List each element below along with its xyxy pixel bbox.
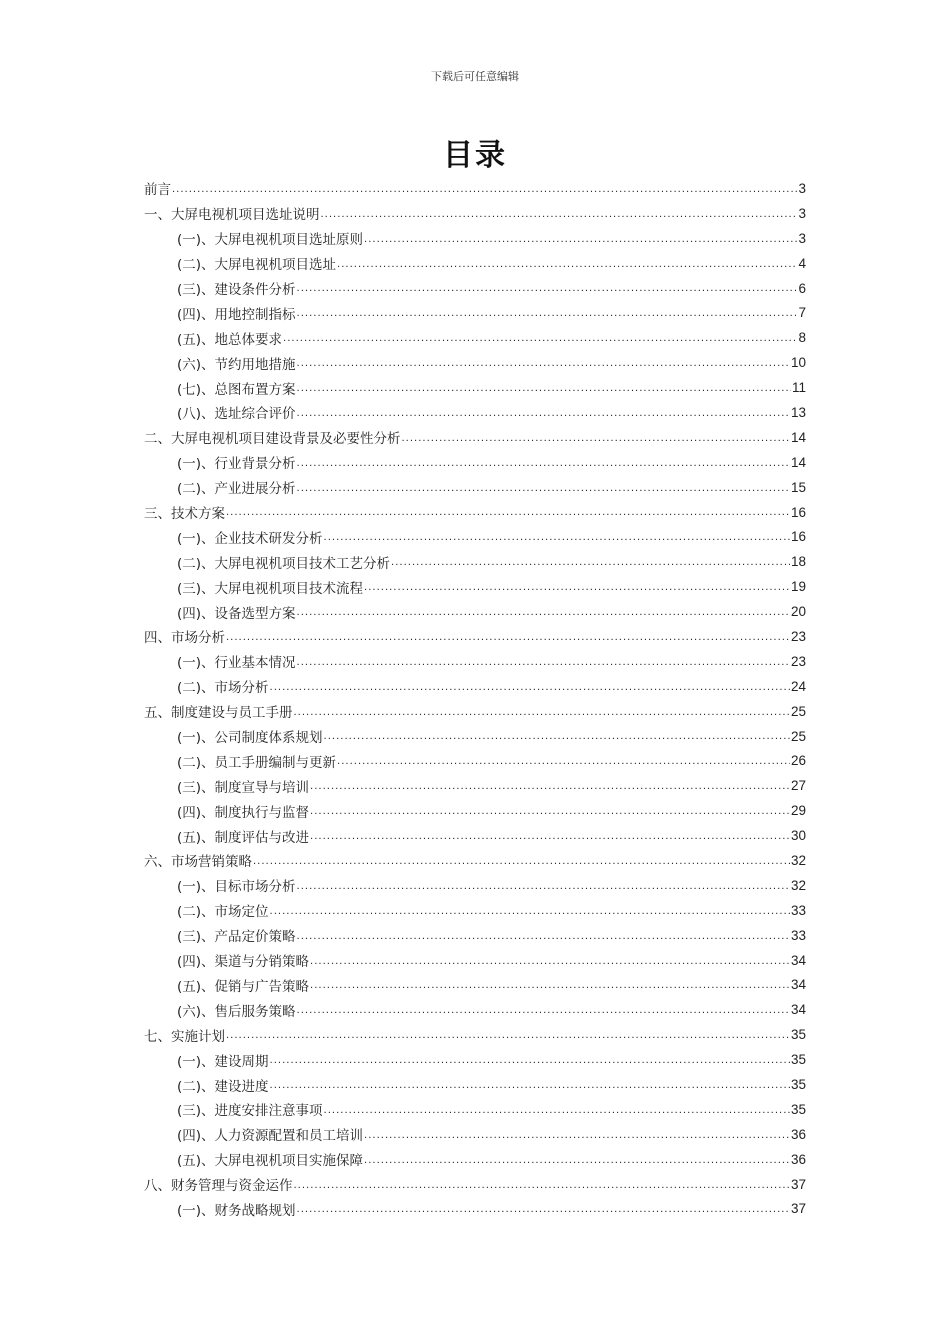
toc-entry-page-number: 37: [790, 1201, 806, 1217]
toc-entry-label: 六、市场营销策略: [144, 854, 252, 871]
toc-entry-label: (二)、市场定位: [177, 904, 269, 921]
toc-entry-page-number: 27: [790, 778, 806, 794]
toc-entry-page-number: 18: [790, 554, 806, 570]
toc-entry-label: (二)、员工手册编制与更新: [177, 754, 337, 771]
toc-entry-label: (四)、用地控制指标: [177, 306, 296, 323]
toc-entry-page-number: 4: [798, 255, 806, 271]
header-note: 下载后可任意编辑: [431, 70, 519, 83]
toc-entry-page-number: 23: [790, 628, 806, 644]
toc-dot-leader: [297, 1003, 790, 1022]
toc-entry-page-number: 35: [790, 1101, 806, 1117]
toc-entry[interactable]: [144, 1097, 806, 1122]
toc-entry[interactable]: [144, 1072, 806, 1097]
toc-entry-page-number: 3: [798, 230, 806, 246]
toc-entry-page-number: 13: [790, 404, 806, 420]
toc-entry-label: (五)、大屏电视机项目实施保障: [177, 1153, 364, 1170]
toc-dot-leader: [297, 605, 790, 624]
toc-entry-label: (二)、产业进展分析: [177, 481, 296, 498]
toc-entry-label: (一)、目标市场分析: [177, 879, 296, 896]
toc-entry-label: 一、大屏电视机项目选址说明: [144, 207, 320, 224]
toc-entry-page-number: 32: [790, 852, 806, 868]
toc-dot-leader: [294, 1178, 790, 1197]
toc-entry-page-number: 25: [790, 728, 806, 744]
toc-entry[interactable]: [144, 798, 806, 823]
toc-dot-leader: [364, 580, 790, 599]
toc-entry[interactable]: [144, 898, 806, 923]
toc-dot-leader: [364, 1153, 790, 1172]
toc-entry[interactable]: [144, 350, 806, 375]
toc-entry-page-number: 20: [790, 604, 806, 620]
toc-dot-leader: [391, 555, 790, 574]
toc-dot-leader: [283, 331, 797, 350]
toc-dot-leader: [297, 456, 790, 475]
toc-entry-page-number: 37: [790, 1176, 806, 1192]
toc-dot-leader: [324, 1103, 790, 1122]
toc-entry-page-number: 32: [790, 877, 806, 893]
toc-dot-leader: [364, 1128, 790, 1147]
toc-entry[interactable]: [144, 300, 806, 325]
toc-entry[interactable]: [144, 201, 806, 226]
toc-entry-label: (一)、企业技术研发分析: [177, 530, 323, 547]
toc-entry-page-number: 34: [790, 1002, 806, 1018]
toc-entry[interactable]: [144, 948, 806, 973]
toc-dot-leader: [337, 754, 790, 773]
toc-entry-page-number: 3: [798, 205, 806, 221]
toc-entry-label: (七)、总图布置方案: [177, 381, 296, 398]
toc-entry-page-number: 15: [790, 479, 806, 495]
toc-entry[interactable]: [144, 251, 806, 276]
toc-entry-page-number: 35: [790, 1077, 806, 1092]
toc-entry-label: (六)、售后服务策略: [177, 1003, 296, 1020]
toc-entry-label: (三)、建设条件分析: [177, 282, 296, 298]
toc-dot-leader: [294, 705, 790, 724]
toc-entry-label: (一)、建设周期: [177, 1053, 269, 1070]
toc-dot-leader: [337, 257, 797, 276]
toc-entry-page-number: 11: [791, 380, 806, 396]
toc-entry[interactable]: [144, 599, 806, 624]
toc-title: 目录: [443, 138, 507, 173]
toc-dot-leader: [297, 406, 790, 425]
toc-entry-label: 前言: [144, 182, 171, 199]
toc-entry-page-number: 14: [790, 429, 806, 445]
toc-entry-label: (五)、制度评估与改进: [177, 829, 310, 846]
toc-entry-label: (四)、渠道与分销策略: [177, 954, 310, 971]
toc-entry[interactable]: [144, 1022, 806, 1047]
toc-entry-page-number: 16: [790, 504, 806, 520]
toc-entry[interactable]: [144, 923, 806, 948]
toc-entry-label: (一)、大屏电视机项目选址原则: [177, 232, 364, 249]
toc-entry[interactable]: [144, 1147, 806, 1172]
toc-entry-page-number: 25: [790, 703, 806, 719]
toc-entry-page-number: 33: [790, 902, 806, 918]
toc-entry[interactable]: [144, 674, 806, 699]
toc-dot-leader: [324, 729, 790, 748]
toc-entry[interactable]: [144, 773, 806, 798]
toc-entry[interactable]: [144, 873, 806, 898]
toc-entry[interactable]: [144, 1172, 806, 1197]
toc-entry-label: (一)、行业背景分析: [177, 456, 296, 473]
toc-entry-page-number: 30: [790, 828, 806, 844]
table-of-contents: [144, 176, 806, 1221]
toc-entry-label: (二)、大屏电视机项目选址: [177, 257, 337, 274]
toc-entry-page-number: 10: [790, 355, 806, 371]
toc-entry[interactable]: [144, 724, 806, 749]
toc-entry[interactable]: [144, 649, 806, 674]
toc-entry[interactable]: [144, 276, 806, 301]
toc-entry-label: (四)、人力资源配置和员工培训: [177, 1128, 364, 1145]
toc-entry-label: (四)、制度执行与监督: [177, 804, 310, 821]
toc-dot-leader: [253, 854, 790, 873]
toc-entry-label: (三)、大屏电视机项目技术流程: [177, 580, 364, 597]
toc-entry[interactable]: [144, 848, 806, 873]
toc-entry[interactable]: [144, 400, 806, 425]
toc-dot-leader: [297, 306, 798, 325]
toc-entry-page-number: 23: [790, 653, 806, 669]
toc-dot-leader: [402, 431, 790, 450]
toc-dot-leader: [270, 1053, 790, 1072]
toc-dot-leader: [270, 1078, 790, 1097]
toc-dot-leader: [297, 929, 790, 948]
toc-dot-leader: [270, 904, 790, 923]
toc-entry-page-number: 24: [790, 678, 806, 694]
toc-dot-leader: [310, 954, 790, 973]
toc-entry-page-number: 36: [790, 1126, 806, 1142]
toc-dot-leader: [364, 232, 797, 251]
toc-dot-leader: [172, 182, 797, 201]
toc-entry-label: (一)、公司制度体系规划: [177, 730, 323, 747]
toc-entry-label: (四)、设备选型方案: [177, 605, 296, 622]
toc-entry-page-number: 35: [790, 1052, 806, 1068]
toc-entry-label: (二)、大屏电视机项目技术工艺分析: [177, 555, 391, 572]
toc-dot-leader: [226, 630, 790, 649]
toc-entry-label: (三)、制度宣导与培训: [177, 779, 310, 796]
toc-entry[interactable]: [144, 325, 806, 350]
toc-entry[interactable]: [144, 450, 806, 475]
toc-dot-leader: [310, 829, 790, 848]
toc-entry-label: (五)、地总体要求: [177, 331, 283, 348]
toc-dot-leader: [270, 680, 790, 699]
toc-entry-page-number: 7: [798, 305, 806, 321]
toc-entry[interactable]: [144, 226, 806, 251]
toc-entry[interactable]: [144, 624, 806, 649]
toc-dot-leader: [297, 356, 790, 375]
toc-entry-label: (二)、市场分析: [177, 680, 269, 697]
toc-dot-leader: [310, 978, 790, 997]
toc-entry-label: 二、大屏电视机项目建设背景及必要性分析: [144, 431, 401, 448]
toc-entry[interactable]: [144, 1197, 806, 1222]
toc-entry-page-number: 29: [790, 803, 806, 819]
toc-entry[interactable]: [144, 997, 806, 1022]
toc-entry[interactable]: [144, 375, 806, 400]
toc-entry[interactable]: [144, 699, 806, 724]
toc-entry-page-number: 8: [798, 330, 806, 346]
toc-entry[interactable]: [144, 176, 806, 201]
toc-entry-page-number: 14: [790, 454, 806, 470]
toc-entry-label: (一)、行业基本情况: [177, 655, 296, 672]
toc-entry[interactable]: [144, 973, 806, 998]
toc-entry[interactable]: [144, 1047, 806, 1072]
toc-entry-page-number: 3: [798, 180, 806, 196]
toc-entry-label: (八)、选址综合评价: [177, 406, 296, 423]
toc-entry-label: (五)、促销与广告策略: [177, 978, 310, 995]
toc-entry-page-number: 6: [798, 280, 806, 296]
toc-entry-label: 八、财务管理与资金运作: [144, 1178, 293, 1195]
toc-entry[interactable]: [144, 549, 806, 574]
toc-entry-label: (二)、建设进度: [177, 1078, 269, 1095]
toc-dot-leader: [310, 804, 790, 823]
toc-entry-page-number: 36: [790, 1151, 806, 1167]
toc-entry-page-number: 34: [790, 977, 806, 993]
toc-dot-leader: [297, 655, 790, 674]
toc-dot-leader: [297, 281, 798, 300]
toc-entry[interactable]: [144, 823, 806, 848]
toc-entry-label: 七、实施计划: [144, 1028, 225, 1045]
toc-entry-label: (六)、节约用地措施: [177, 356, 296, 373]
toc-entry-label: 三、技术方案: [144, 506, 225, 523]
toc-entry-page-number: 19: [790, 579, 806, 595]
toc-entry[interactable]: [144, 500, 806, 525]
toc-dot-leader: [226, 505, 790, 524]
toc-entry-page-number: 26: [790, 753, 806, 769]
toc-entry-page-number: 16: [790, 529, 806, 545]
toc-dot-leader: [226, 1028, 790, 1047]
toc-entry[interactable]: [144, 425, 806, 450]
toc-entry-page-number: 34: [790, 952, 806, 968]
toc-entry[interactable]: [144, 475, 806, 500]
toc-dot-leader: [310, 779, 790, 798]
toc-entry-label: 四、市场分析: [144, 630, 225, 647]
toc-dot-leader: [297, 879, 790, 898]
toc-dot-leader: [297, 1202, 790, 1221]
toc-dot-leader: [297, 481, 790, 500]
toc-dot-leader: [321, 207, 798, 226]
toc-entry-label: (一)、财务战略规划: [177, 1202, 296, 1219]
toc-dot-leader: [324, 530, 790, 549]
toc-dot-leader: [297, 381, 791, 400]
toc-entry-label: (三)、产品定价策略: [177, 929, 296, 946]
toc-entry[interactable]: [144, 574, 806, 599]
toc-entry[interactable]: [144, 524, 806, 549]
toc-entry[interactable]: [144, 1122, 806, 1147]
toc-entry-label: (三)、进度安排注意事项: [177, 1103, 323, 1120]
toc-entry-page-number: 33: [790, 927, 806, 943]
toc-entry-page-number: 35: [790, 1027, 806, 1043]
toc-entry[interactable]: [144, 748, 806, 773]
toc-entry-label: 五、制度建设与员工手册: [144, 705, 293, 722]
